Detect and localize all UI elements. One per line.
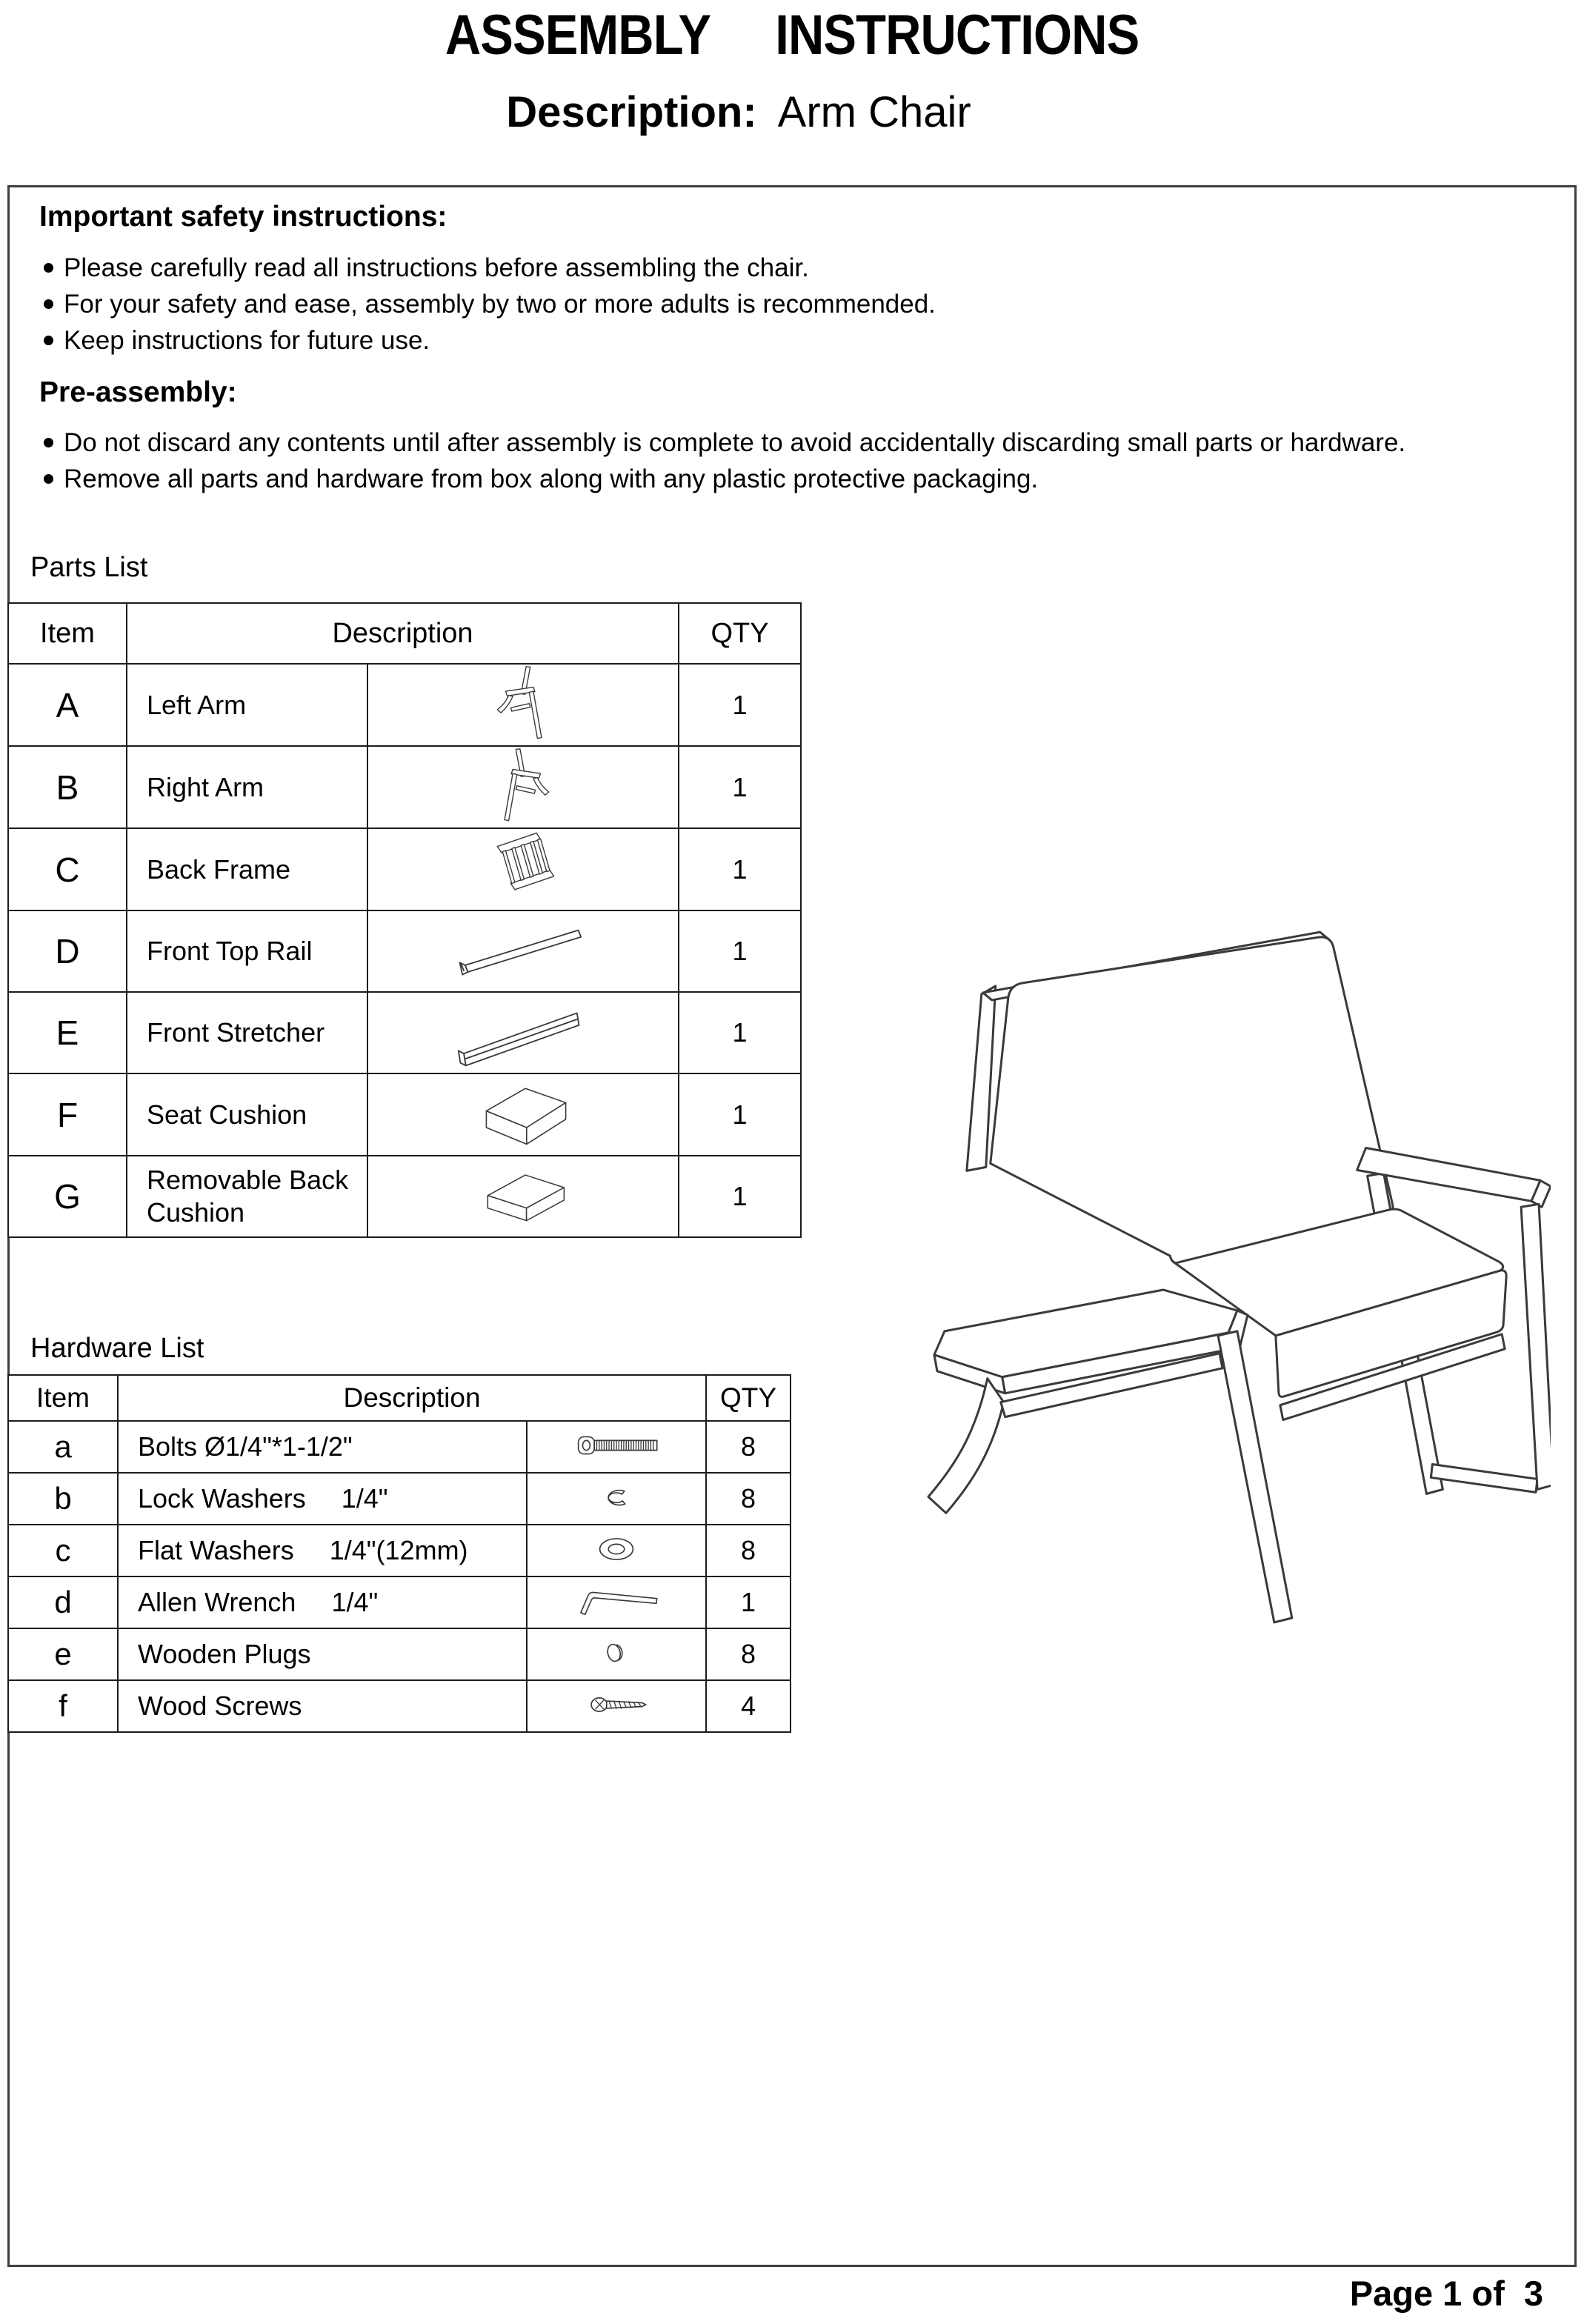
part-description: Front Top Rail	[127, 910, 367, 992]
hardware-col-description: Description	[118, 1375, 706, 1421]
part-qty: 1	[679, 992, 801, 1073]
part-qty: 1	[679, 664, 801, 746]
hardware-qty: 8	[706, 1525, 791, 1576]
hardware-image-cell	[527, 1680, 706, 1732]
hardware-item-letter: f	[8, 1680, 118, 1732]
parts-col-description: Description	[127, 603, 679, 664]
hardware-image-cell	[527, 1473, 706, 1525]
list-item-text: Please carefully read all instructions before assembling the chair.	[64, 253, 809, 282]
part-qty: 1	[679, 1073, 801, 1156]
safety-list	[39, 250, 1477, 359]
parts-list-heading: Parts List	[30, 552, 148, 583]
part-image-cell	[367, 1156, 679, 1237]
hardware-description	[118, 1525, 527, 1576]
wooden-plug-icon	[535, 1631, 698, 1674]
hardware-size: 1/4"(12mm)	[329, 1535, 468, 1565]
part-item-letter: G	[8, 1156, 127, 1237]
parts-col-item: Item	[8, 603, 127, 664]
hardware-item-letter: d	[8, 1576, 118, 1628]
table-row	[8, 1525, 791, 1576]
part-image-cell	[367, 746, 679, 828]
part-item-letter: D	[8, 910, 127, 992]
hardware-table	[7, 1374, 791, 1733]
bolt-icon	[535, 1424, 698, 1467]
left-arm-icon	[467, 665, 579, 742]
hardware-size: 1/4"	[341, 1483, 388, 1514]
hardware-label: Allen Wrench	[138, 1587, 296, 1617]
list-item-text: Keep instructions for future use.	[64, 326, 430, 355]
hardware-col-qty: QTY	[706, 1375, 791, 1421]
pre-assembly-list	[39, 424, 1477, 497]
hardware-item-letter: b	[8, 1473, 118, 1525]
part-qty: 1	[679, 746, 801, 828]
table-row	[8, 1073, 801, 1156]
hardware-description	[118, 1680, 527, 1732]
part-item-letter: F	[8, 1073, 127, 1156]
list-item	[39, 322, 1477, 359]
page-title: ASSEMBLY INSTRUCTIONS	[445, 4, 1139, 67]
subtitle-row	[0, 83, 1584, 142]
hardware-qty: 4	[706, 1680, 791, 1732]
hardware-item-letter: e	[8, 1628, 118, 1680]
title-row	[0, 0, 1584, 70]
part-qty: 1	[679, 828, 801, 910]
pre-assembly-heading: Pre-assembly:	[39, 376, 237, 408]
hardware-description	[118, 1628, 527, 1680]
list-item	[39, 286, 1477, 322]
bullet-icon	[44, 438, 53, 447]
part-image-cell	[367, 828, 679, 910]
hardware-list-heading: Hardware List	[30, 1333, 204, 1364]
hardware-item-letter: a	[8, 1421, 118, 1473]
table-row	[8, 664, 801, 746]
front-top-rail-icon	[453, 913, 593, 987]
list-item-text: Do not discard any contents until after assembly is complete to avoid accidentally discarding small parts or hardware.	[64, 428, 1406, 457]
hardware-qty: 8	[706, 1421, 791, 1473]
bullet-icon	[44, 299, 53, 309]
table-row	[8, 828, 801, 910]
table-row	[8, 910, 801, 992]
allen-wrench-icon	[535, 1579, 698, 1622]
part-description: Front Stretcher	[127, 992, 367, 1073]
hardware-image-cell	[527, 1576, 706, 1628]
parts-table	[7, 602, 802, 1238]
part-image-cell	[367, 992, 679, 1073]
hardware-label: Wood Screws	[138, 1691, 302, 1721]
right-arm-icon	[467, 747, 579, 824]
part-image-cell	[367, 1073, 679, 1156]
flat-washer-icon	[535, 1528, 698, 1571]
bullet-icon	[44, 474, 53, 484]
list-item-text: Remove all parts and hardware from box along with any plastic protective packaging.	[64, 465, 1039, 493]
content-border-box	[7, 185, 1577, 2267]
lock-washer-icon	[535, 1476, 698, 1519]
hardware-item-letter: c	[8, 1525, 118, 1576]
list-item	[39, 424, 1477, 461]
removable-back-cushion-icon	[460, 1158, 586, 1232]
part-description: Left Arm	[127, 664, 367, 746]
description-label: Description:	[506, 88, 757, 136]
table-row	[8, 746, 801, 828]
arm-chair-illustration	[915, 915, 1551, 1678]
hardware-description	[118, 1576, 527, 1628]
table-row	[8, 1421, 791, 1473]
hardware-table-header	[8, 1375, 791, 1421]
hardware-qty: 8	[706, 1628, 791, 1680]
part-item-letter: B	[8, 746, 127, 828]
hardware-size: 1/4"	[331, 1587, 379, 1617]
part-description: Seat Cushion	[127, 1073, 367, 1156]
hardware-qty: 1	[706, 1576, 791, 1628]
bullet-icon	[44, 336, 53, 345]
bullet-icon	[44, 263, 53, 273]
hardware-image-cell	[527, 1628, 706, 1680]
hardware-label: Wooden Plugs	[138, 1639, 311, 1669]
table-row	[8, 992, 801, 1073]
list-item-text: For your safety and ease, assembly by two or more adults is recommended.	[64, 290, 936, 319]
table-row	[8, 1156, 801, 1237]
part-description: Back Frame	[127, 828, 367, 910]
list-item	[39, 250, 1477, 286]
table-row	[8, 1473, 791, 1525]
product-name: Arm Chair	[777, 88, 971, 136]
part-item-letter: A	[8, 664, 127, 746]
wood-screw-icon	[535, 1683, 698, 1726]
part-item-letter: C	[8, 828, 127, 910]
hardware-image-cell	[527, 1525, 706, 1576]
hardware-label: Flat Washers	[138, 1535, 294, 1565]
part-qty: 1	[679, 910, 801, 992]
part-item-letter: E	[8, 992, 127, 1073]
subtitle	[506, 83, 971, 142]
parts-table-header	[8, 603, 801, 664]
front-stretcher-icon	[453, 994, 593, 1068]
hardware-label: Lock Washers	[138, 1483, 306, 1514]
page-number: Page 1 of 3	[1349, 2274, 1543, 2313]
hardware-col-item: Item	[8, 1375, 118, 1421]
hardware-description	[118, 1421, 527, 1473]
table-row	[8, 1628, 791, 1680]
table-row	[8, 1680, 791, 1732]
part-qty: 1	[679, 1156, 801, 1237]
table-row	[8, 1576, 791, 1628]
safety-heading: Important safety instructions:	[39, 201, 447, 233]
part-description: Right Arm	[127, 746, 367, 828]
parts-col-qty: QTY	[679, 603, 801, 664]
part-image-cell	[367, 910, 679, 992]
hardware-qty: 8	[706, 1473, 791, 1525]
hardware-label: Bolts Ø1/4"*1-1/2"	[138, 1431, 353, 1462]
list-item	[39, 461, 1477, 497]
hardware-description	[118, 1473, 527, 1525]
part-image-cell	[367, 664, 679, 746]
seat-cushion-icon	[456, 1074, 590, 1151]
part-description: Removable Back Cushion	[127, 1156, 367, 1237]
hardware-image-cell	[527, 1421, 706, 1473]
back-frame-icon	[467, 829, 579, 906]
